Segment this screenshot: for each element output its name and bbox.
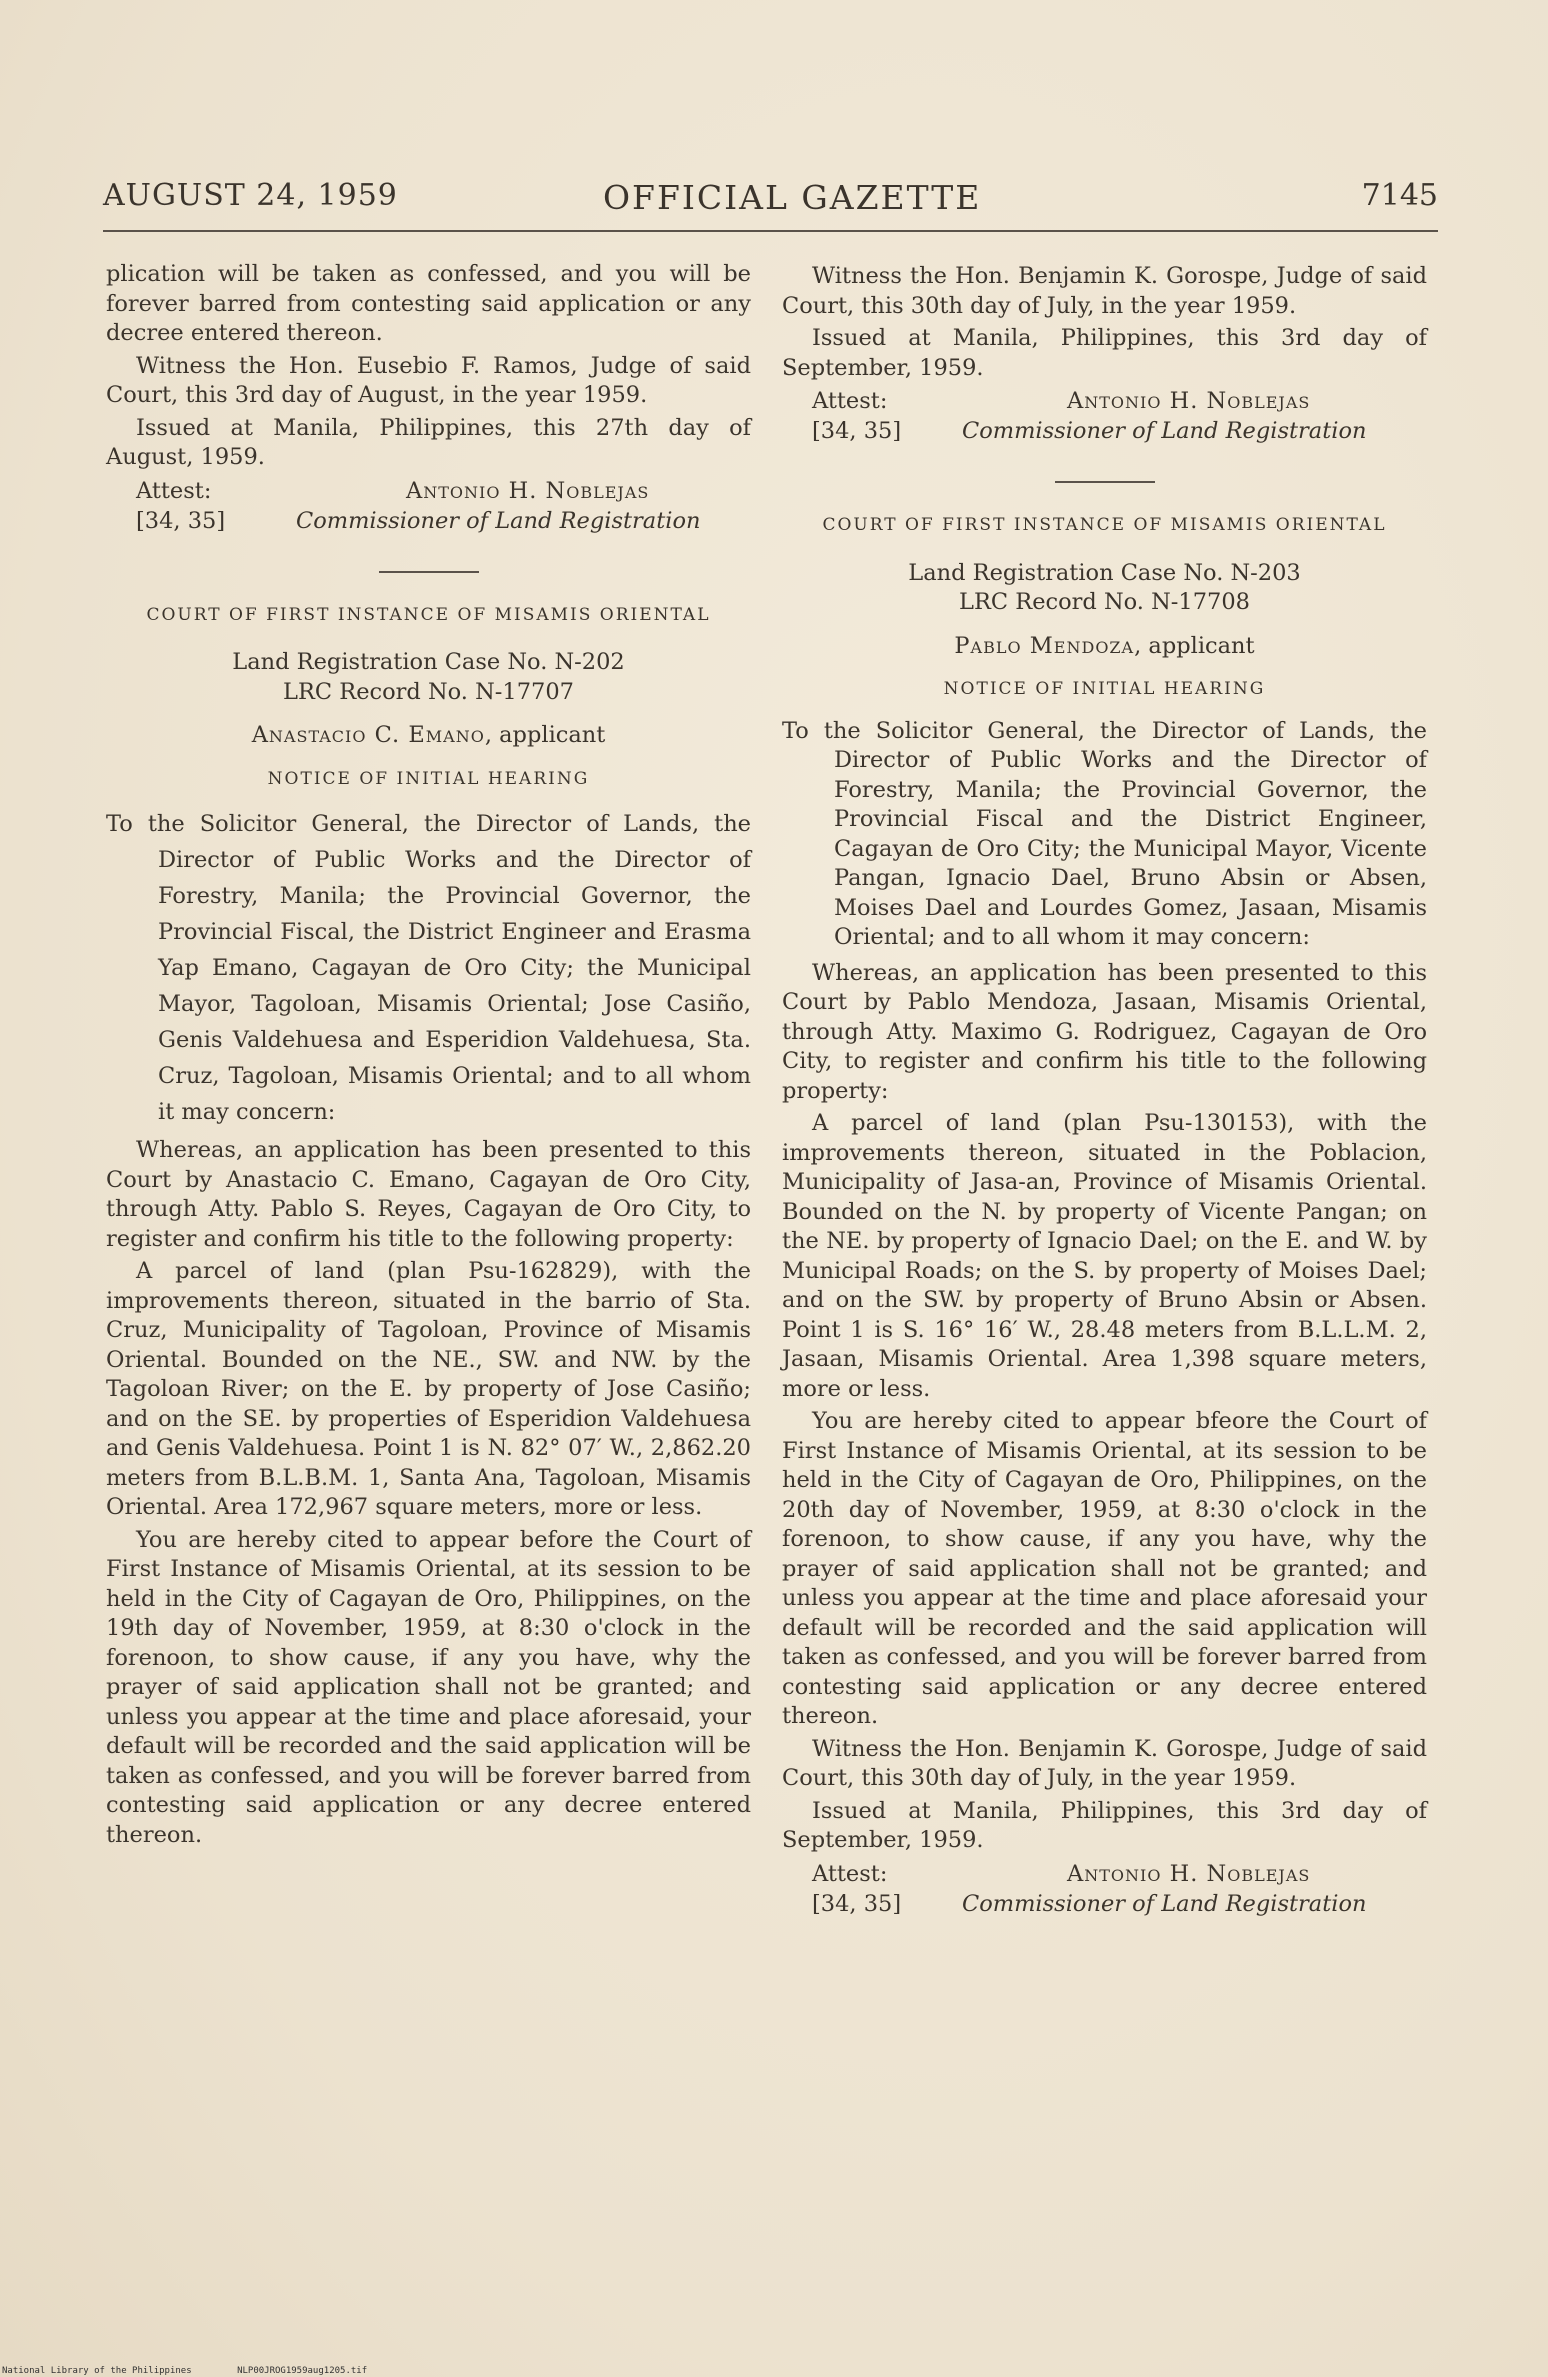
header-rule	[103, 230, 1438, 232]
parcel-paragraph: A parcel of land (plan Psu-130153), with the improvements thereon, situated in the Poblacion, Municipality of Jasa-an, Province of Misamis Oriental. Bounded on the N. by property of Vicente Pangan; on the NE. by property of Ignacio Dael; on the E. and W. by Municipal Roads; on the S. by property of Moises Dael; and on the SW. by property of Bruno Absin or Absen. Point 1 is S. 16° 16′ W., 28.48 meters from B.L.L.M. 2, Jasaan, Misamis Oriental. Area 1,398 square meters, more or less.	[782, 1110, 1427, 1402]
attest-role: Commissioner of Land Registration	[962, 1890, 1367, 1917]
applicant-name: Pablo Mendoza	[954, 632, 1135, 659]
case-number: Land Registration Case No. N-202	[232, 649, 625, 675]
attest-role: Commissioner of Land Registration	[962, 418, 1367, 444]
scan-footer	[2, 2366, 407, 2376]
footer-file: NLP00JROG1959aug1205.tif	[237, 2366, 368, 2376]
applicant-line	[782, 632, 1427, 662]
attest-block	[106, 477, 751, 539]
applicant-line	[106, 721, 751, 751]
witness-paragraph: Witness the Hon. Eusebio F. Ramos, Judge of said Court, this 3rd day of August, in the year 1959.	[106, 352, 751, 408]
page-number: 7145	[1361, 178, 1438, 213]
cited-paragraph: You are hereby cited to appear bfeore the Court of First Instance of Misamis Oriental, at its session to be held in the City of Cagayan de Oro, Philippines, on the 20th day of November, 1959, at 8:30 o'clock in the forenoon, to show cause, if any you have, why the prayer of said application shall not be granted; and unless you appear at the time and place aforesaid your default will be recorded and the said application will taken as confessed, and you will be forever barred from contesting said application or any decree entered thereon.	[782, 1408, 1427, 1729]
record-number: LRC Record No. N-17707	[283, 678, 574, 705]
header-title: OFFICIAL GAZETTE	[603, 178, 982, 217]
court-heading: COURT OF FIRST INSTANCE OF MISAMIS ORIENTAL	[146, 604, 711, 625]
attest-label: Attest:	[136, 477, 212, 504]
notice-heading: NOTICE OF INITIAL HEARING	[943, 679, 1266, 699]
parcel-paragraph: A parcel of land (plan Psu-162829), with the improvements thereon, situated in the barrio of Sta. Cruz, Municipality of Tagoloan, Province of Misamis Oriental. Bounded on the NE., SW. and NW. by the Tagoloan River; on the E. by property of Jose Casiño; and on the SE. by properties of Esperidion Valdehuesa and Genis Valdehuesa. Point 1 is N. 82° 07′ W., 2,862.20 meters from B.L.B.M. 1, Santa Ana, Tagoloan, Misamis Oriental. Area 172,967 square meters, more or less.	[106, 1258, 751, 1520]
applicant-suffix: , applicant	[484, 722, 606, 748]
attest-name: Antonio H. Noblejas	[1067, 1860, 1311, 1887]
witness-paragraph: Witness the Hon. Benjamin K. Gorospe, Judge of said Court, this 30th day of July, in the year 1959.	[782, 1735, 1427, 1791]
witness-paragraph: Witness the Hon. Benjamin K. Gorospe, Judge of said Court, this 30th day of July, in the year 1959.	[782, 263, 1427, 319]
issued-paragraph: Issued at Manila, Philippines, this 27th day of August, 1959.	[106, 414, 751, 470]
case-number: Land Registration Case No. N-203	[908, 559, 1301, 586]
cited-paragraph: You are hereby cited to appear before the Court of First Instance of Misamis Oriental, at its session to be held in the City of Cagayan de Oro, Philippines, on the 19th day of November, 1959, at 8:30 o'clock in the forenoon, to show cause, if any you have, why the prayer of said application shall not be granted; and unless you appear at the time and place aforesaid, your default will be recorded and the said application will be taken as confessed, and you will be forever barred from contesting said application or any decree entered thereon.	[106, 1526, 751, 1848]
right-column	[782, 262, 1427, 1928]
addressees-paragraph: To the Solicitor General, the Director of Lands, the Director of Public Works and the Director of Forestry, Manila; the Provincial Governor, the Provincial Fiscal and the District Engineer, Cagayan de Oro City; the Municipal Mayor, Vicente Pangan, Ignacio Dael, Bruno Absin or Absen, Moises Dael and Lourdes Gomez, Jasaan, Misamis Oriental; and to all whom it may concern:	[782, 717, 1427, 950]
whereas-paragraph: Whereas, an application has been presented to this Court by Pablo Mendoza, Jasaan, Misamis Oriental, through Atty. Maximo G. Rodriguez, Cagayan de Oro City, to register and confirm his title to the following property:	[782, 959, 1427, 1104]
issued-paragraph: Issued at Manila, Philippines, this 3rd day of September, 1959.	[782, 1797, 1427, 1853]
court-heading: COURT OF FIRST INSTANCE OF MISAMIS ORIENTAL	[822, 515, 1387, 535]
continued-paragraph: plication will be taken as confessed, and you will be forever barred from contesting said application or any decree entered thereon.	[106, 261, 751, 346]
left-column	[106, 260, 751, 1853]
header-date: AUGUST 24, 1959	[103, 178, 398, 213]
attest-reference: [34, 35]	[812, 418, 902, 444]
record-number: LRC Record No. N-17708	[959, 589, 1250, 615]
applicant-name: Anastacio C. Emano	[251, 722, 485, 748]
applicant-suffix: , applicant	[1134, 632, 1255, 659]
section-divider	[379, 571, 479, 573]
attest-role: Commissioner of Land Registration	[296, 507, 701, 534]
attest-block	[782, 387, 1427, 449]
attest-label: Attest:	[812, 388, 888, 414]
page-header	[103, 178, 1438, 228]
attest-label: Attest:	[812, 1860, 888, 1887]
attest-reference: [34, 35]	[136, 507, 226, 534]
notice-heading: NOTICE OF INITIAL HEARING	[267, 768, 590, 789]
addressees-paragraph: To the Solicitor General, the Director of Lands, the Director of Public Works and the Director of Forestry, Manila; the Provincial Governor, the Provincial Fiscal, the District Engineer and Erasma Yap Emano, Cagayan de Oro City; the Municipal Mayor, Tagoloan, Misamis Oriental; Jose Casiño, Genis Valdehuesa and Esperidion Valdehuesa, Sta. Cruz, Tagoloan, Misamis Oriental; and to all whom it may concern:	[106, 811, 751, 1125]
section-divider	[1055, 481, 1155, 483]
attest-block	[782, 1860, 1427, 1922]
issued-paragraph: Issued at Manila, Philippines, this 3rd day of September, 1959.	[782, 325, 1427, 381]
attest-name: Antonio H. Noblejas	[1067, 388, 1311, 414]
whereas-paragraph: Whereas, an application has been presented to this Court by Anastacio C. Emano, Cagayan de Oro City, through Atty. Pablo S. Reyes, Cagayan de Oro City, to register and confirm his title to the following property:	[106, 1137, 751, 1252]
footer-library: National Library of the Philippines	[2, 2366, 192, 2376]
attest-reference: [34, 35]	[812, 1890, 902, 1917]
attest-name: Antonio H. Noblejas	[406, 477, 650, 504]
